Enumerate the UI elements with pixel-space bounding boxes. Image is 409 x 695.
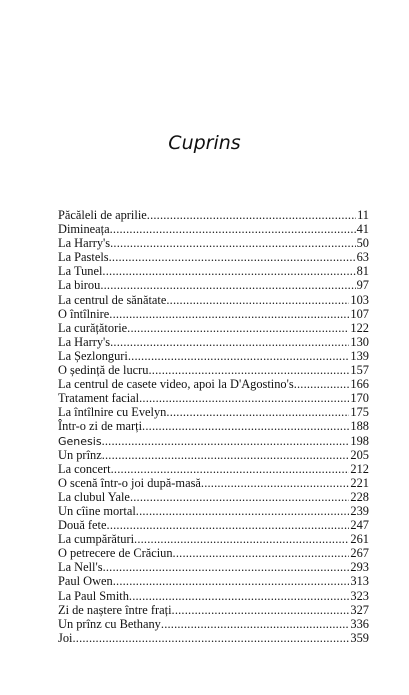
toc-entry (58, 476, 369, 490)
toc-entry-label: La întîlnire cu Evelyn (58, 405, 167, 420)
dot-leader (102, 434, 350, 448)
toc-entry (58, 307, 369, 321)
toc-entry (58, 391, 369, 405)
toc-entry-page: 336 (350, 616, 369, 631)
toc-entry-page: 139 (350, 348, 369, 363)
toc-entry-page: 157 (350, 363, 369, 378)
dot-leader (110, 236, 355, 250)
toc-entry (58, 293, 369, 307)
toc-entry-page: 11 (357, 208, 369, 222)
toc-entry-label: Zi de naștere între frați (58, 602, 172, 617)
toc-entry (58, 434, 369, 448)
toc-entry-label: La birou (58, 278, 101, 293)
toc-entry-page: 359 (350, 630, 369, 645)
toc-entry-page: 327 (350, 602, 369, 617)
dot-leader (294, 377, 350, 391)
dot-leader (139, 391, 349, 405)
toc-entry-label: O scenă într-o joi după-masă (58, 475, 201, 490)
toc-entry-label: La cumpărături (58, 532, 135, 547)
toc-entry-label: Într-o zi de marți (58, 419, 143, 434)
toc-entry (58, 321, 369, 335)
dot-leader (128, 349, 350, 363)
dot-leader (136, 504, 350, 518)
toc-entry-label: La Harry's (58, 334, 111, 349)
toc-entry (58, 278, 369, 292)
toc-entry (58, 349, 369, 363)
dot-leader (129, 589, 350, 603)
toc-entry-page: 41 (356, 222, 369, 237)
toc-entry (58, 250, 369, 264)
toc-entry (58, 532, 369, 546)
toc-entry-label: La clubul Yale (58, 489, 130, 504)
dot-leader (102, 448, 350, 462)
toc-entry-page: 221 (350, 475, 369, 490)
toc-entry-label: La Harry's (58, 236, 111, 251)
toc-entry-label: La curățătorie (58, 320, 128, 335)
toc-entry-page: 175 (350, 405, 369, 420)
dot-leader (110, 335, 349, 349)
toc-entry-page: 323 (350, 588, 369, 603)
toc-entry (58, 377, 369, 391)
toc-entry-label: Dimineața (58, 222, 110, 237)
toc-entry (58, 546, 369, 560)
dot-leader (130, 490, 349, 504)
toc-entry (58, 264, 369, 278)
toc-entry-label: Păcăleli de aprilie (58, 208, 147, 222)
toc-entry-label: La Tunel (58, 264, 103, 279)
toc-entry-page: 267 (350, 546, 369, 561)
toc-entry-label: Un prînz cu Bethany (58, 616, 161, 631)
toc-entry-label: La Șezlonguri (58, 348, 128, 363)
dot-leader (172, 603, 350, 617)
dot-leader (102, 264, 355, 278)
toc-entry (58, 208, 369, 222)
toc-entry-label: La Paul Smith (58, 588, 129, 603)
toc-entry-page: 97 (356, 278, 369, 293)
toc-entry-label: Tratament facial (58, 391, 140, 406)
toc-entry-page: 198 (350, 433, 369, 448)
toc-entry (58, 448, 369, 462)
toc-entry-label: O întîlnire (58, 306, 110, 321)
dot-leader (161, 617, 350, 631)
toc-entry-page: 313 (350, 574, 369, 589)
toc-entry (58, 462, 369, 476)
toc-entry-label: Joi (58, 630, 73, 645)
toc-entry (58, 631, 369, 645)
toc-entry-page: 247 (350, 518, 369, 533)
dot-leader (166, 405, 349, 419)
dot-leader (166, 293, 349, 307)
toc-entry (58, 518, 369, 532)
dot-leader (109, 307, 349, 321)
toc-entry-page: 63 (356, 250, 369, 265)
toc-entry-page: 130 (350, 334, 369, 349)
toc-entry-page: 212 (350, 461, 369, 476)
dot-leader (113, 574, 350, 588)
dot-leader (109, 250, 356, 264)
toc-entry (58, 363, 369, 377)
dot-leader (142, 419, 349, 433)
toc-entry (58, 490, 369, 504)
toc-entry-label: Două fete (58, 518, 107, 533)
toc-entry-label: La Nell's (58, 560, 103, 575)
toc-entry (58, 335, 369, 349)
toc-entry-page: 293 (350, 560, 369, 575)
toc-entry (58, 560, 369, 574)
toc-entry-page: 228 (350, 489, 369, 504)
toc-entry-label: Un prînz (58, 447, 102, 462)
toc-entry-page: 205 (350, 447, 369, 462)
toc-entry-label: Un cîine mortal (58, 503, 136, 518)
table-of-contents (58, 208, 369, 645)
toc-entry-page: 50 (356, 236, 369, 251)
toc-entry-label: La centrul de casete video, apoi la D'Agostino's (58, 377, 294, 392)
toc-entry-label: La Pastels (58, 250, 109, 265)
dot-leader (134, 532, 349, 546)
toc-entry-page: 188 (350, 419, 369, 434)
dot-leader (127, 321, 349, 335)
toc-entry (58, 603, 369, 617)
dot-leader (107, 518, 350, 532)
toc-entry-label: La concert (58, 461, 111, 476)
toc-entry-page: 170 (350, 391, 369, 406)
toc-entry (58, 405, 369, 419)
page-title: Cuprins (168, 132, 241, 154)
toc-entry (58, 617, 369, 631)
toc-entry-label: La centrul de sănătate (58, 292, 167, 307)
toc-entry (58, 574, 369, 588)
dot-leader (103, 560, 350, 574)
toc-entry-page: 166 (350, 377, 369, 392)
dot-leader (147, 208, 356, 222)
dot-leader (201, 476, 350, 490)
toc-entry-page: 239 (350, 503, 369, 518)
dot-leader (111, 462, 350, 476)
dot-leader (100, 278, 355, 292)
toc-entry-label: Paul Owen (58, 574, 113, 589)
toc-entry (58, 419, 369, 433)
dot-leader (72, 631, 349, 645)
toc-entry (58, 236, 369, 250)
dot-leader (173, 546, 350, 560)
toc-entry-label: Genesis (58, 434, 102, 448)
toc-entry (58, 589, 369, 603)
toc-entry (58, 222, 369, 236)
toc-entry (58, 504, 369, 518)
dot-leader (149, 363, 350, 377)
toc-entry-page: 261 (350, 532, 369, 547)
toc-entry-page: 81 (356, 264, 369, 279)
toc-entry-page: 107 (350, 306, 369, 321)
toc-entry-page: 103 (350, 292, 369, 307)
dot-leader (110, 222, 356, 236)
toc-entry-label: O petrecere de Crăciun (58, 546, 173, 561)
toc-entry-page: 122 (350, 320, 369, 335)
toc-entry-label: O ședință de lucru (58, 363, 149, 378)
